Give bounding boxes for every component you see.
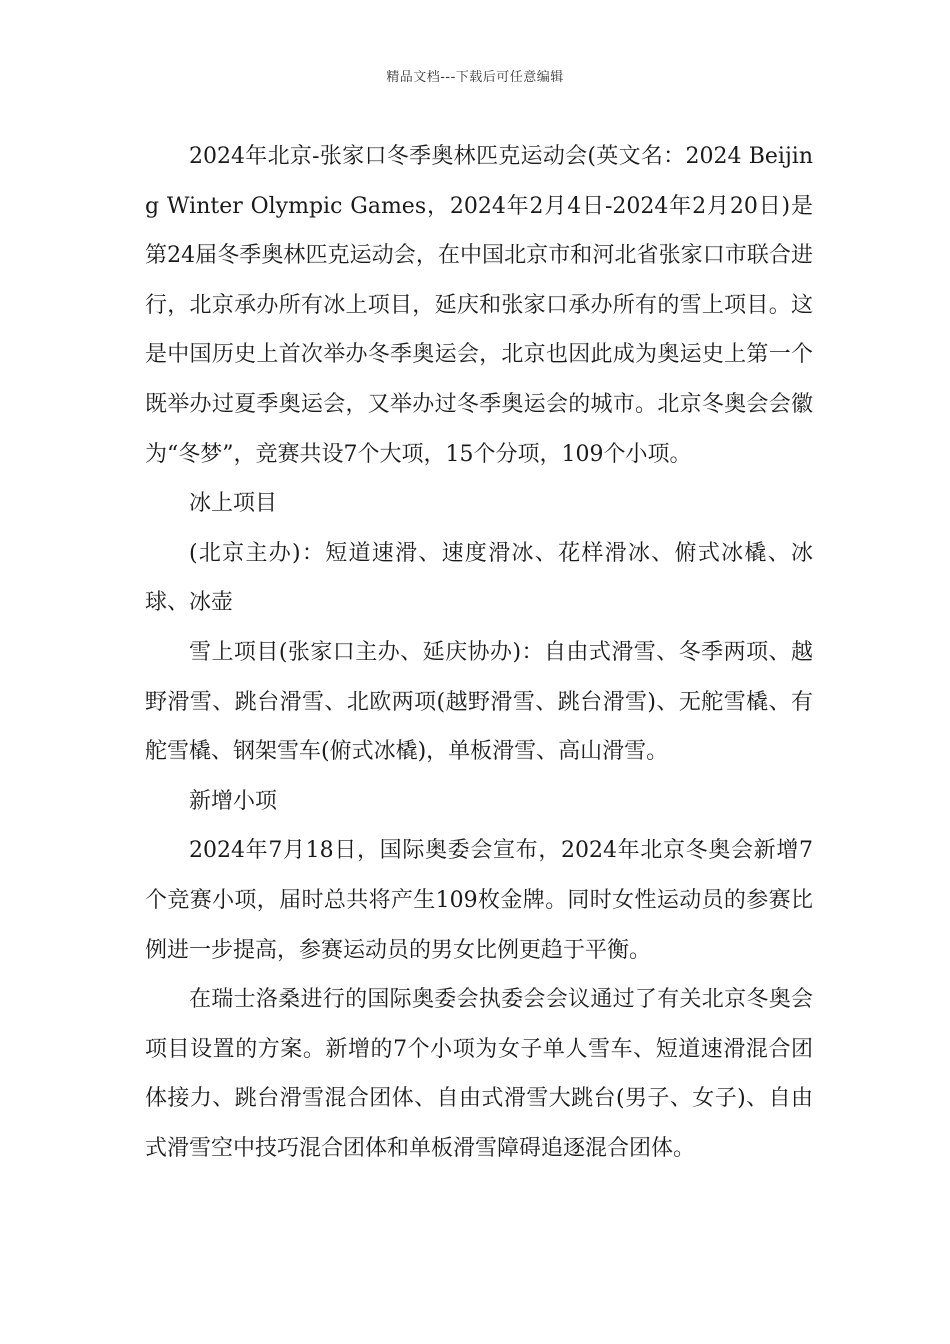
document-body bbox=[145, 132, 813, 1173]
paragraph-snow-events: 雪上项目(张家口主办、延庆协办)：自由式滑雪、冬季两项、越野滑雪、跳台滑雪、北欧两项(越野滑雪、跳台滑雪)、无舵雪橇、有舵雪橇、钢架雪车(俯式冰橇)，单板滑雪、高山滑雪。 bbox=[145, 639, 813, 765]
paragraph-new-events-announcement: 2024年7月18日，国际奥委会宣布，2024年北京冬奥会新增7个竞赛小项，届时总共将产生109枚金牌。同时女性运动员的参赛比例进一步提高，参赛运动员的男女比例更趋于平衡。 bbox=[145, 838, 813, 963]
page-header: 精品文档---下载后可任意编辑 bbox=[386, 70, 564, 85]
section-heading-new-events: 新增小项 bbox=[189, 788, 278, 814]
paragraph-intro: 2024年北京-张家口冬季奥林匹克运动会(英文名：2024 Beijing Winter Olympic Games，2024年2月4日-2024年2月20日)是第24届冬季奥林匹克运动会，在中国北京市和河北省张家口市联合进行，北京承办所有冰上项目，延庆和张家口承办所有的雪上项目。这是中国历史上首次举办冬季奥运会，北京也因此成为奥运史上第一个既举办过夏季奥运会，又举办过冬季奥运会的城市。北京冬奥会会徽为“冬梦”，竞赛共设7个大项，15个分项，109个小项。 bbox=[145, 144, 813, 467]
section-heading-ice: 冰上项目 bbox=[189, 491, 278, 517]
paragraph-ice-events: (北京主办)：短道速滑、速度滑冰、花样滑冰、俯式冰橇、冰球、冰壶 bbox=[145, 540, 813, 616]
paragraph-new-events-list: 在瑞士洛桑进行的国际奥委会执委会会议通过了有关北京冬奥会项目设置的方案。新增的7个小项为女子单人雪车、短道速滑混合团体接力、跳台滑雪混合团体、自由式滑雪大跳台(男子、女子)、自由式滑雪空中技巧混合团体和单板滑雪障碍追逐混合团体。 bbox=[145, 987, 813, 1161]
